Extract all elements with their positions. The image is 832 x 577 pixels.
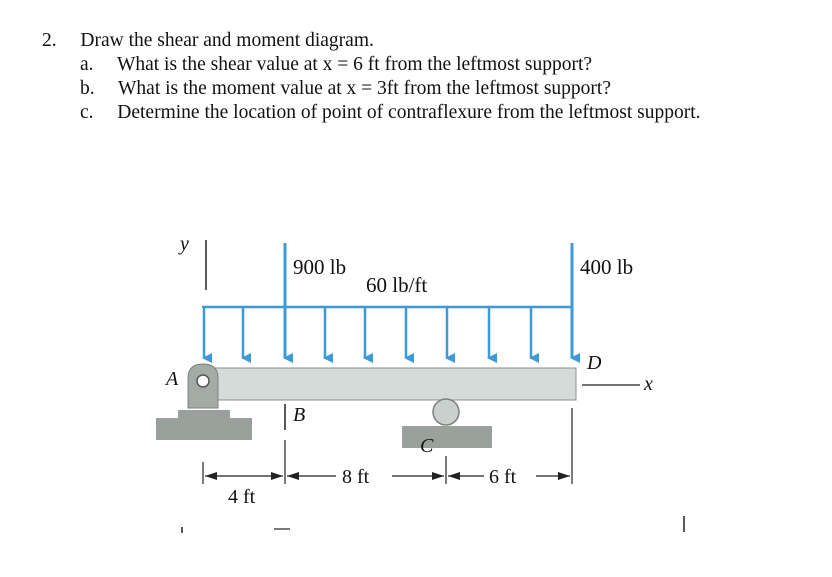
distributed-load bbox=[202, 307, 572, 358]
point-a-label: A bbox=[166, 368, 179, 390]
dimensions bbox=[203, 408, 572, 508]
part-c-text: Determine the location of point of contraflexure from the leftmost support. bbox=[117, 102, 701, 123]
roller-support-c bbox=[402, 399, 492, 457]
x-axis-label: x bbox=[644, 373, 653, 395]
cropped-artifacts bbox=[182, 516, 684, 533]
point-c-label: C bbox=[420, 435, 434, 457]
point-d-label: D bbox=[587, 352, 602, 374]
part-a-marker: a. bbox=[80, 54, 94, 75]
load-b bbox=[285, 243, 346, 358]
part-a-text: What is the shear value at x = 6 ft from the leftmost support? bbox=[116, 54, 593, 75]
load-d bbox=[572, 243, 633, 358]
dim-bc-label: 8 ft bbox=[342, 466, 370, 488]
distributed-load-arrows bbox=[204, 307, 531, 358]
part-c-marker: c. bbox=[80, 102, 94, 123]
part-b-text: What is the moment value at x = 3ft from the leftmost support? bbox=[118, 78, 611, 99]
y-axis-label: y bbox=[180, 233, 189, 255]
point-d bbox=[582, 352, 653, 395]
point-b bbox=[285, 404, 305, 430]
problem-number: 2. bbox=[42, 30, 57, 51]
problem-title: Draw the shear and moment diagram. bbox=[80, 30, 374, 51]
dim-ab-label: 4 ft bbox=[228, 486, 256, 508]
beam bbox=[196, 368, 576, 400]
point-b-label: B bbox=[293, 404, 306, 426]
distributed-load-label: 60 lb/ft bbox=[366, 273, 428, 297]
load-d-label: 400 lb bbox=[580, 255, 634, 279]
dim-cd-label: 6 ft bbox=[489, 466, 517, 488]
y-axis bbox=[178, 233, 206, 290]
load-b-label: 900 lb bbox=[293, 255, 347, 279]
part-b-marker: b. bbox=[80, 78, 95, 99]
